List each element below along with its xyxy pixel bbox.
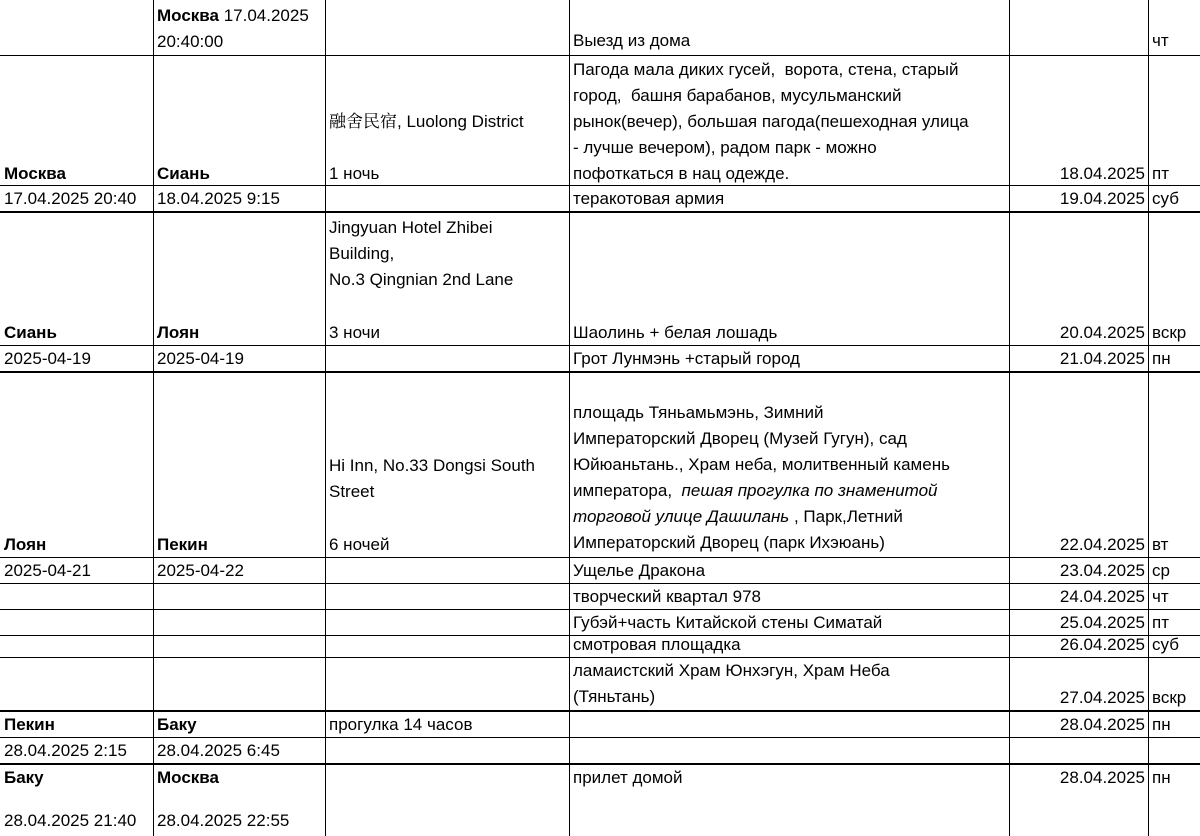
hotel-name: Jingyuan Hotel Zhibei Building, No.3 Qingnian 2nd Lane xyxy=(329,218,514,289)
weekday: вт xyxy=(1152,535,1169,554)
plan-text: смотровая площадка xyxy=(573,635,741,654)
grid-line xyxy=(569,0,570,836)
date: 21.04.2025 xyxy=(1059,349,1145,368)
from-time: 2025-04-21 xyxy=(4,561,91,580)
to-time: 28.04.2025 6:45 xyxy=(157,741,280,760)
date: 28.04.2025 xyxy=(1059,715,1145,734)
weekday: пн xyxy=(1152,349,1171,368)
to-city: Баку xyxy=(157,715,197,734)
plan-text xyxy=(573,400,950,556)
grid-line xyxy=(1009,0,1010,836)
plan-text: творческий квартал 978 xyxy=(573,587,761,606)
date: 26.04.2025 xyxy=(1059,635,1145,654)
from-city: Сиань xyxy=(4,323,57,342)
plan-text: Губэй+часть Китайской стены Симатай xyxy=(573,613,883,632)
weekday: вскр xyxy=(1152,688,1187,707)
date: 23.04.2025 xyxy=(1059,561,1145,580)
to-city: Сиань xyxy=(157,164,210,183)
from-time: 2025-04-19 xyxy=(4,349,91,368)
plan-text: прилет домой xyxy=(573,768,683,787)
to-city: Москва xyxy=(157,6,219,25)
plan-text: Ущелье Дракона xyxy=(573,561,706,580)
weekday: пн xyxy=(1152,715,1171,734)
date: 24.04.2025 xyxy=(1059,587,1145,606)
to-city: Лоян xyxy=(157,323,200,342)
weekday: суб xyxy=(1152,189,1179,208)
weekday: ср xyxy=(1152,561,1170,580)
from-city: Баку xyxy=(4,768,44,787)
to-time: 18.04.2025 9:15 xyxy=(157,189,280,208)
nights: 1 ночь xyxy=(329,164,380,183)
weekday: суб xyxy=(1152,635,1179,654)
hotel-name: Hi Inn, No.33 Dongsi South Street xyxy=(329,456,536,501)
grid-line xyxy=(153,0,154,836)
date: 20.04.2025 xyxy=(1059,323,1145,342)
to-time: 28.04.2025 22:55 xyxy=(157,811,290,830)
date: 19.04.2025 xyxy=(1059,189,1145,208)
to-city: Москва xyxy=(157,768,219,787)
from-time: 28.04.2025 2:15 xyxy=(4,741,127,760)
weekday: чт xyxy=(1152,587,1169,606)
plan-text: Пагода мала диких гусей, ворота, стена, старый город, башня барабанов, мусульманский рынок(вечер), большая пагода(пешеходная улица - лучше вечером), радом парк - можно пофоткаться в нац одежде. xyxy=(573,60,969,183)
plan-text-part: , Парк,Летний Императорский Дворец (парк Ихэюань) xyxy=(573,507,903,552)
weekday: пт xyxy=(1152,613,1169,632)
to-cell xyxy=(157,3,309,55)
to-time: 2025-04-19 xyxy=(157,349,244,368)
to-time: 17.04.2025 20:40:00 xyxy=(157,6,309,51)
date: 22.04.2025 xyxy=(1059,535,1145,554)
from-city: Пекин xyxy=(4,715,55,734)
plan-text-italic: пешая прогулка по знаменитой торговой улице Дашилань xyxy=(573,481,938,526)
plan-text: Грот Лунмэнь +старый город xyxy=(573,349,800,368)
hotel-name: прогулка 14 часов xyxy=(329,715,473,734)
date: 27.04.2025 xyxy=(1059,688,1145,707)
from-city: Москва xyxy=(4,164,66,183)
grid-line xyxy=(1148,0,1149,836)
date: 25.04.2025 xyxy=(1059,613,1145,632)
plan-text: ламаистский Храм Юнхэгун, Храм Неба (Тяньтань) xyxy=(573,661,890,706)
plan-text: Шаолинь + белая лошадь xyxy=(573,323,778,342)
to-time: 2025-04-22 xyxy=(157,561,244,580)
date: 18.04.2025 xyxy=(1059,164,1145,183)
from-time: 17.04.2025 20:40 xyxy=(4,189,137,208)
weekday: чт xyxy=(1152,31,1169,50)
to-city: Пекин xyxy=(157,535,208,554)
plan-text-part: площадь Тяньамьмэнь, Зимний Императорский Дворец (Музей Гугун), сад Юйюаньтань., Храм неба, молитвенный камень императора, xyxy=(573,403,950,500)
plan-text: теракотовая армия xyxy=(573,189,725,208)
hotel-name: 融舍民宿, Luolong District xyxy=(329,112,524,131)
from-city: Лоян xyxy=(4,535,47,554)
plan-text: Выезд из дома xyxy=(573,31,691,50)
grid-line xyxy=(0,55,1200,56)
weekday: вскр xyxy=(1152,323,1187,342)
nights: 6 ночей xyxy=(329,535,390,554)
nights: 3 ночи xyxy=(329,323,380,342)
from-time: 28.04.2025 21:40 xyxy=(4,811,137,830)
weekday: пн xyxy=(1152,768,1171,787)
weekday: пт xyxy=(1152,164,1169,183)
grid-line xyxy=(325,0,326,836)
date: 28.04.2025 xyxy=(1059,768,1145,787)
